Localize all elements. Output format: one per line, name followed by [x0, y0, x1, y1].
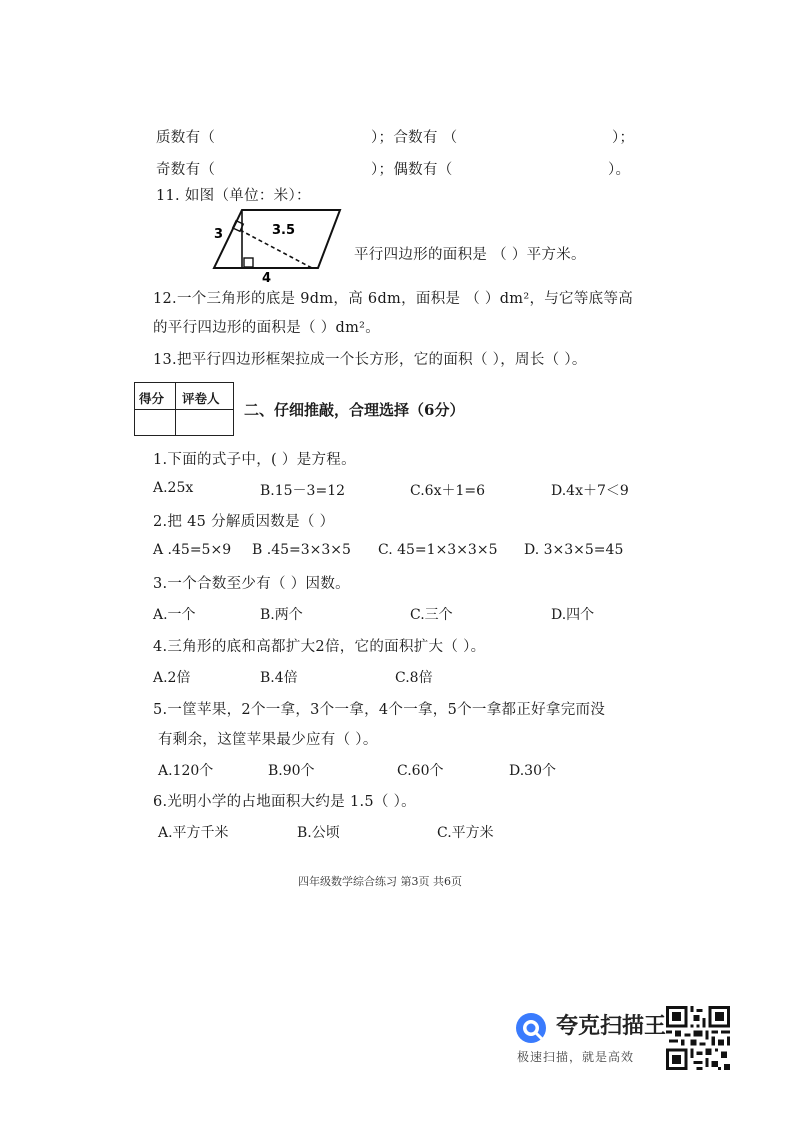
mc-q5-option-a: A.120个	[158, 763, 214, 779]
mc-q5-stem: 5.一筐苹果，2个一拿，3个一拿，4个一拿，5个一拿都正好拿完而没	[153, 702, 606, 718]
q13-line: 13.把平行四边形框架拉成一个长方形，它的面积（ ），周长（ ）。	[153, 352, 587, 368]
q12-line2: 的平行四边形的面积是（ ）dm²。	[153, 320, 381, 336]
diagram-label-side: 3	[214, 227, 224, 242]
mc-q3-option-c: C.三个	[410, 607, 453, 623]
even-end: ）。	[608, 162, 631, 178]
qr-code-icon	[666, 1006, 730, 1070]
mc-q5-stem-cont: 有剩余，这筐苹果最少应有（ ）。	[158, 732, 378, 748]
composite-end: ）；	[612, 130, 635, 146]
mc-q5-option-c: C.60个	[397, 763, 444, 779]
mc-q2-option-d: D. 3×3×5=45	[524, 542, 624, 558]
mc-q5-option-d: D.30个	[509, 763, 556, 779]
score-box-row-divider	[135, 409, 233, 410]
mc-q2-option-a: A .45=5×9	[153, 542, 232, 558]
mc-q6-option-b: B.公顷	[297, 825, 340, 841]
mc-q1-stem: 1.下面的式子中，( ）是方程。	[153, 452, 356, 468]
composite-label: ）；合数有 （	[371, 130, 458, 146]
mc-q3-option-a: A.一个	[153, 607, 196, 623]
mc-q4-option-c: C.8倍	[395, 670, 433, 686]
mc-q6-option-a: A.平方千米	[158, 825, 229, 841]
mc-q2-stem: 2.把 45 分解质因数是（ ）	[153, 514, 335, 530]
mc-q4-stem: 4.三角形的底和高都扩大2倍，它的面积扩大（ ）。	[153, 639, 486, 655]
page-footer: 四年级数学综合练习 第3页 共6页	[298, 875, 462, 888]
mc-q4-option-a: A.2倍	[153, 670, 191, 686]
mc-q6-stem: 6.光明小学的占地面积大约是 1.5（ ）。	[153, 794, 416, 810]
section-2-title: 二、仔细推敲，合理选择（6分）	[244, 401, 465, 419]
mc-q3-option-d: D.四个	[551, 607, 595, 623]
mc-q4-option-b: B.4倍	[260, 670, 298, 686]
parallelogram-diagram	[210, 204, 350, 284]
mc-q1-option-b: B.15－3=12	[260, 483, 346, 499]
mc-q1-option-a: A.25x	[153, 480, 194, 496]
mc-q5-option-b: B.90个	[268, 763, 315, 779]
mc-q1-option-c: C.6x＋1=6	[410, 483, 486, 499]
prime-label: 质数有（	[156, 130, 216, 146]
diagram-label-top: 3.5	[272, 223, 296, 238]
mc-q1-option-d: D.4x＋7＜9	[551, 483, 629, 499]
mc-q2-option-c: C. 45=1×3×3×5	[378, 542, 498, 558]
odd-label: 奇数有（	[156, 162, 216, 178]
score-header: 得分	[139, 391, 165, 406]
even-label: ）；偶数有（	[371, 162, 453, 178]
q12-line1: 12.一个三角形的底是 9dm，高 6dm，面积是 （ ）dm²，与它等底等高	[153, 291, 634, 307]
mc-q3-option-b: B.两个	[260, 607, 303, 623]
mc-q2-option-b: B .45=3×3×5	[252, 542, 351, 558]
watermark-slogan: 极速扫描，就是高效	[517, 1050, 635, 1064]
quark-scanner-logo-icon	[514, 1011, 548, 1045]
score-box	[134, 382, 234, 436]
q11-heading: 11. 如图（单位：米）：	[156, 188, 311, 204]
watermark-brand: 夸克扫描王	[556, 1014, 667, 1039]
q11-text: 平行四边形的面积是 （ ）平方米。	[354, 247, 586, 263]
mc-q3-stem: 3.一个合数至少有（ ）因数。	[153, 576, 350, 592]
grader-header: 评卷人	[182, 391, 220, 406]
mc-q6-option-c: C.平方米	[437, 825, 494, 841]
diagram-label-base: 4	[262, 271, 272, 284]
